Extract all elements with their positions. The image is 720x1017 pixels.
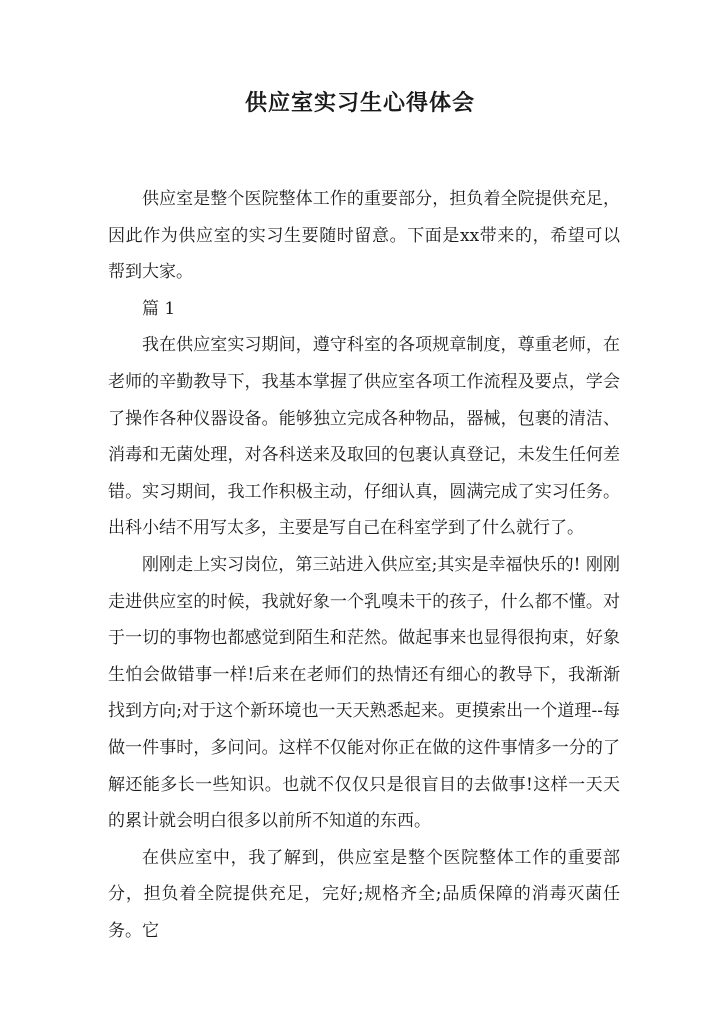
- paragraph-first-days: 刚刚走上实习岗位，第三站进入供应室;其实是幸福快乐的! 刚刚走进供应室的时候，我就好象一个乳嗅未干的孩子，什么都不懂。对于一切的事物也都感觉到陌生和茫然。做起事来也显得很拘束，好象生怕会做错事一样!后来在老师们的热情还有细心的教导下，我渐渐找到方向;对于这个新环境也一天天熟悉起来。更摸索出一个道理--每做一件事时，多问问。这样不仅能对你正在做的这件事情多一分的了解还能多长一些知识。也就不仅仅只是很盲目的去做事!这样一天天的累计就会明白很多以前所不知道的东西。: [108, 554, 620, 832]
- document-body: [108, 181, 620, 949]
- paragraph-understanding: 在供应室中，我了解到，供应室是整个医院整体工作的重要部分，担负着全院提供充足，完好;规格齐全;品质保障的消毒灭菌任务。它: [108, 847, 620, 941]
- paragraph-internship-summary: 我在供应室实习期间，遵守科室的各项规章制度，尊重老师，在老师的辛勤教导下，我基本掌握了供应室各项工作流程及要点，学会了操作各种仪器设备。能够独立完成各种物品，器械，包裹的清洁、消毒和无菌处理，对各科送来及取回的包裹认真登记，未发生任何差错。实习期间，我工作积极主动，仔细认真，圆满完成了实习任务。出科小结不用写太多，主要是写自己在科室学到了什么就行了。: [108, 335, 620, 539]
- paragraph-intro: 供应室是整个医院整体工作的重要部分，担负着全院提供充足，因此作为供应室的实习生要随时留意。下面是xx带来的，希望可以帮到大家。: [108, 189, 620, 283]
- document-title: 供应室实习生心得体会: [244, 90, 475, 116]
- section-heading: 篇 1: [142, 298, 176, 319]
